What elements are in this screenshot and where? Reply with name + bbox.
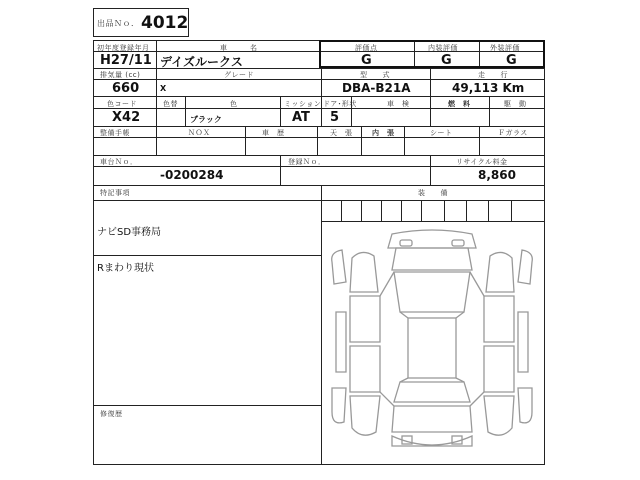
note-line-1: ナビSD事務局 bbox=[97, 227, 162, 238]
inspection-label: 車 検 bbox=[387, 100, 410, 108]
mission-label: ミッション bbox=[284, 100, 322, 108]
exterior-value: G bbox=[506, 53, 517, 68]
chassis-value: -0200284 bbox=[160, 168, 224, 182]
door-value: 5 bbox=[330, 110, 340, 125]
displacement-label: 排気量 (cc) bbox=[100, 71, 141, 79]
fuel-label: 燃 料 bbox=[448, 100, 471, 108]
color-value: ブラック bbox=[190, 115, 222, 124]
interior-trim-label: 内 張 bbox=[372, 129, 395, 137]
exhibit-label: 出品Ｎｏ． bbox=[97, 19, 140, 28]
equipment-label: 装 備 bbox=[418, 189, 448, 197]
interior-label: 内装評価 bbox=[428, 44, 458, 52]
exhibit-number: 4012 bbox=[141, 13, 189, 33]
history-label: 車 歴 bbox=[262, 129, 285, 137]
model-value: DBA-B21A bbox=[342, 81, 411, 95]
name-label: 車 名 bbox=[220, 44, 258, 52]
color-label: 色 bbox=[230, 100, 238, 108]
model-label: 型 式 bbox=[360, 71, 390, 79]
reg-label: 初年度登録年月 bbox=[97, 44, 150, 52]
repair-history-label: 修復歴 bbox=[100, 410, 123, 418]
drive-label: 駆 動 bbox=[504, 100, 527, 108]
manual-label: 整備手帳 bbox=[100, 129, 130, 137]
recycle-label: リサイクル料金 bbox=[456, 158, 508, 166]
color-code-value: X42 bbox=[112, 110, 141, 125]
door-label: ドア･形状 bbox=[323, 100, 357, 108]
note-line-2: Rまわり現状 bbox=[97, 263, 154, 274]
exterior-label: 外装評価 bbox=[490, 44, 520, 52]
color-code-label: 色コード bbox=[107, 100, 137, 108]
score-value: G bbox=[361, 53, 372, 68]
mileage-value: 49,113 Km bbox=[452, 81, 525, 95]
mileage-label: 走 行 bbox=[478, 71, 508, 79]
score-label: 評価点 bbox=[355, 44, 378, 52]
name-value: デイズルークス bbox=[160, 55, 243, 69]
plate-label: 登録Ｎｏ． bbox=[288, 158, 326, 166]
grade-value: X bbox=[160, 84, 167, 93]
nox-label: ＮＯＸ bbox=[188, 129, 211, 137]
mission-value: AT bbox=[292, 110, 310, 125]
reg-value: H27/11 bbox=[100, 53, 152, 68]
interior-value: G bbox=[441, 53, 452, 68]
roof-label: 天 張 bbox=[330, 129, 353, 137]
chassis-label: 車台Ｎｏ． bbox=[100, 158, 138, 166]
recycle-value: 8,860 bbox=[478, 168, 516, 182]
grade-label: グレード bbox=[224, 71, 254, 79]
color-change-label: 色替 bbox=[163, 100, 178, 108]
special-notes-label: 特記事項 bbox=[100, 189, 130, 197]
seat-label: シート bbox=[430, 129, 453, 137]
displacement-value: 660 bbox=[112, 81, 140, 96]
car-diagram bbox=[322, 222, 542, 462]
glass-label: Ｆガラス bbox=[498, 129, 528, 137]
